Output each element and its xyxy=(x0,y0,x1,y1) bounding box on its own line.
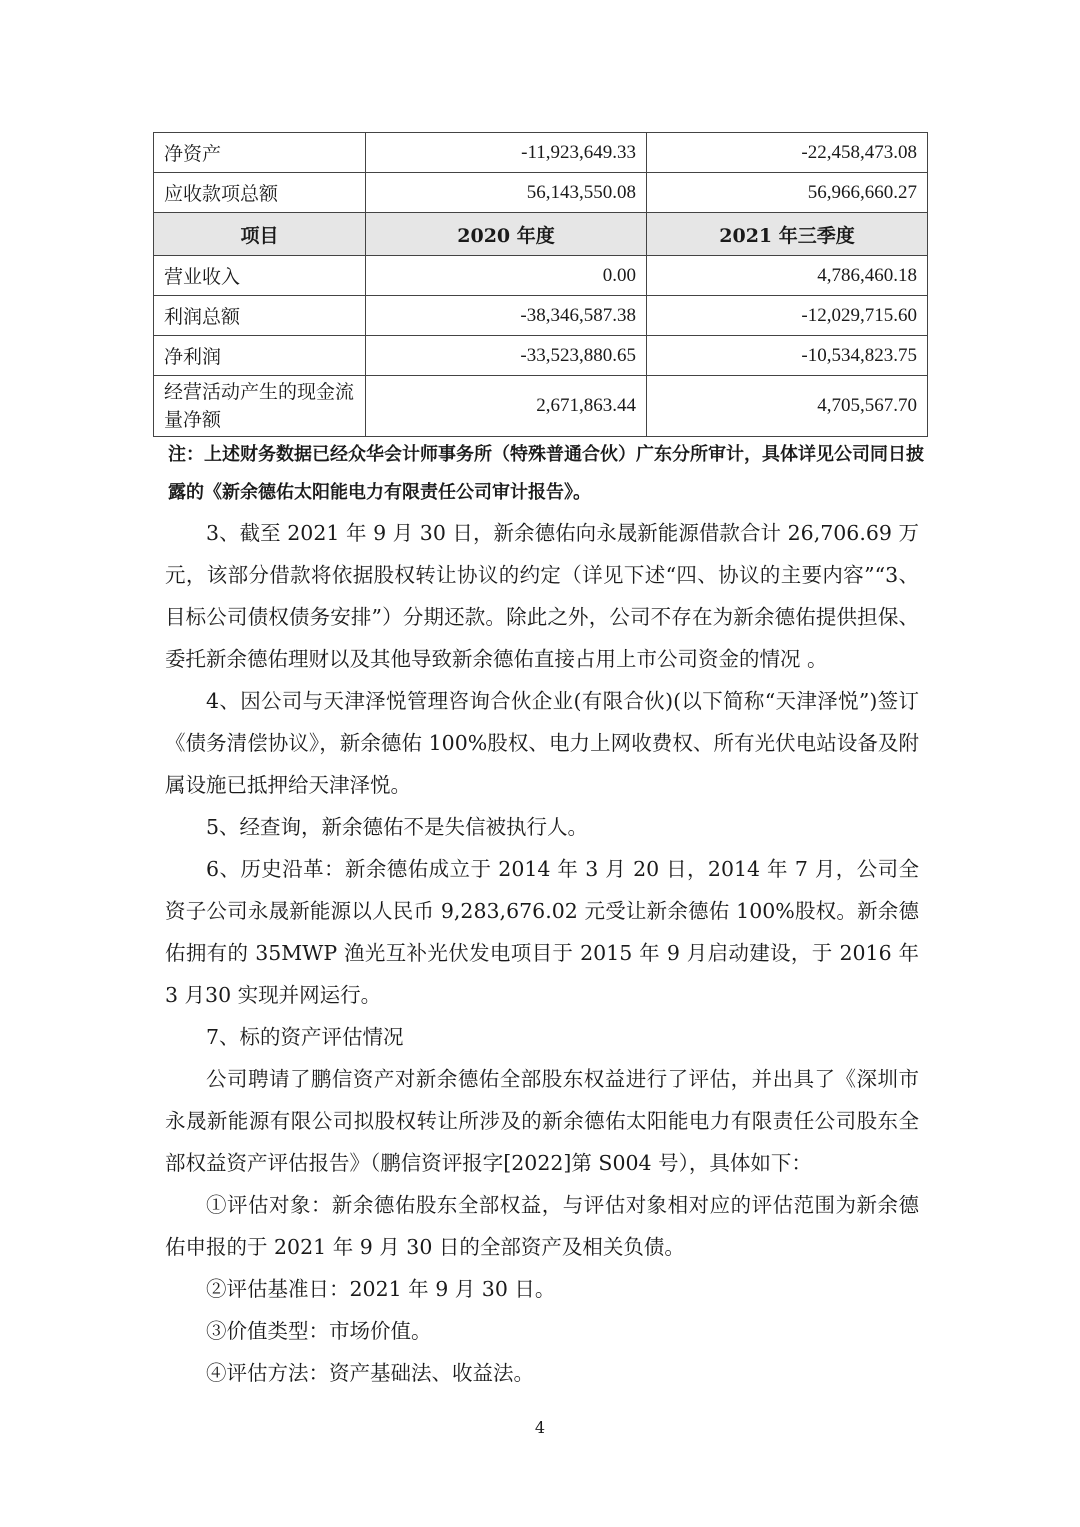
header-2020: 2020 年度 xyxy=(366,213,647,256)
row-label: 应收款项总额 xyxy=(154,173,366,213)
cell-value: -38,346,587.38 xyxy=(366,296,647,336)
paragraph-base-date: ②评估基准日：2021 年 9 月 30 日。 xyxy=(206,1277,556,1301)
paragraph-value-type: ③价值类型：市场价值。 xyxy=(206,1319,432,1343)
paragraph-6: 6、历史沿革：新余德佑成立于 2014 年 3 月 20 日，2014 年 7 月，公司全资子公司永晟新能源以人民币 9,283,676.02 元受让新余德佑 100%股权。新余德佑拥有的 35MWP 渔光互补光伏发电项目于 2015 年 9 月启动建设，于 2016 年 3 月30 实现并网运行。 xyxy=(165,857,919,1007)
paragraph-object: ①评估对象：新余德佑股东全部权益，与评估对象相对应的评估范围为新余德佑申报的于 2021 年 9 月 30 日的全部资产及相关负债。 xyxy=(165,1193,919,1259)
row-label: 净资产 xyxy=(154,133,366,173)
paragraph-5: 5、经查询，新余德佑不是失信被执行人。 xyxy=(206,815,589,839)
cell-value: -10,534,823.75 xyxy=(647,336,928,376)
cell-value: 2,671,863.44 xyxy=(366,376,647,437)
cell-value: -11,923,649.33 xyxy=(366,133,647,173)
table-row xyxy=(154,256,928,296)
table-note: 注：上述财务数据已经众华会计师事务所（特殊普通合伙）广东分所审计，具体详见公司同日披露的《新余德佑太阳能电力有限责任公司审计报告》。 xyxy=(168,444,924,503)
financial-table xyxy=(153,132,928,437)
row-label: 经营活动产生的现金流量净额 xyxy=(154,376,366,437)
cell-value: -22,458,473.08 xyxy=(647,133,928,173)
table-row xyxy=(154,296,928,336)
cell-value: 56,143,550.08 xyxy=(366,173,647,213)
table-row xyxy=(154,133,928,173)
cell-value: 56,966,660.27 xyxy=(647,173,928,213)
row-label: 净利润 xyxy=(154,336,366,376)
cell-value: -12,029,715.60 xyxy=(647,296,928,336)
header-2021q3: 2021 年三季度 xyxy=(647,213,928,256)
cell-value: -33,523,880.65 xyxy=(366,336,647,376)
paragraph-method: ④评估方法：资产基础法、收益法。 xyxy=(206,1361,534,1385)
table-row xyxy=(154,173,928,213)
cell-value: 4,705,567.70 xyxy=(647,376,928,437)
paragraph-3: 3、截至 2021 年 9 月 30 日，新余德佑向永晟新能源借款合计 26,706.69 万元，该部分借款将依据股权转让协议的约定（详见下述“四、协议的主要内容”“3、目标公司债权债务安排”）分期还款。除此之外，公司不存在为新余德佑提供担保、委托新余德佑理财以及其他导致新余德佑直接占用上市公司资金的情况 。 xyxy=(165,521,919,671)
table-row xyxy=(154,376,928,437)
table-header-row xyxy=(154,213,928,256)
paragraph-appraisal: 公司聘请了鹏信资产对新余德佑全部股东权益进行了评估，并出具了《深圳市永晟新能源有限公司拟股权转让所涉及的新余德佑太阳能电力有限责任公司股东全部权益资产评估报告》（鹏信资评报字[2022]第 S004 号），具体如下： xyxy=(165,1067,919,1175)
table-row xyxy=(154,336,928,376)
cell-value: 4,786,460.18 xyxy=(647,256,928,296)
row-label: 营业收入 xyxy=(154,256,366,296)
page-number: 4 xyxy=(534,1418,546,1437)
paragraph-7-heading: 7、标的资产评估情况 xyxy=(206,1025,404,1049)
row-label: 利润总额 xyxy=(154,296,366,336)
cell-value: 0.00 xyxy=(366,256,647,296)
header-item: 项目 xyxy=(154,213,366,256)
paragraph-4: 4、因公司与天津泽悦管理咨询合伙企业(有限合伙)(以下简称“天津泽悦”)签订《债务清偿协议》，新余德佑 100%股权、电力上网收费权、所有光伏电站设备及附属设施已抵押给天津泽悦。 xyxy=(165,689,919,797)
